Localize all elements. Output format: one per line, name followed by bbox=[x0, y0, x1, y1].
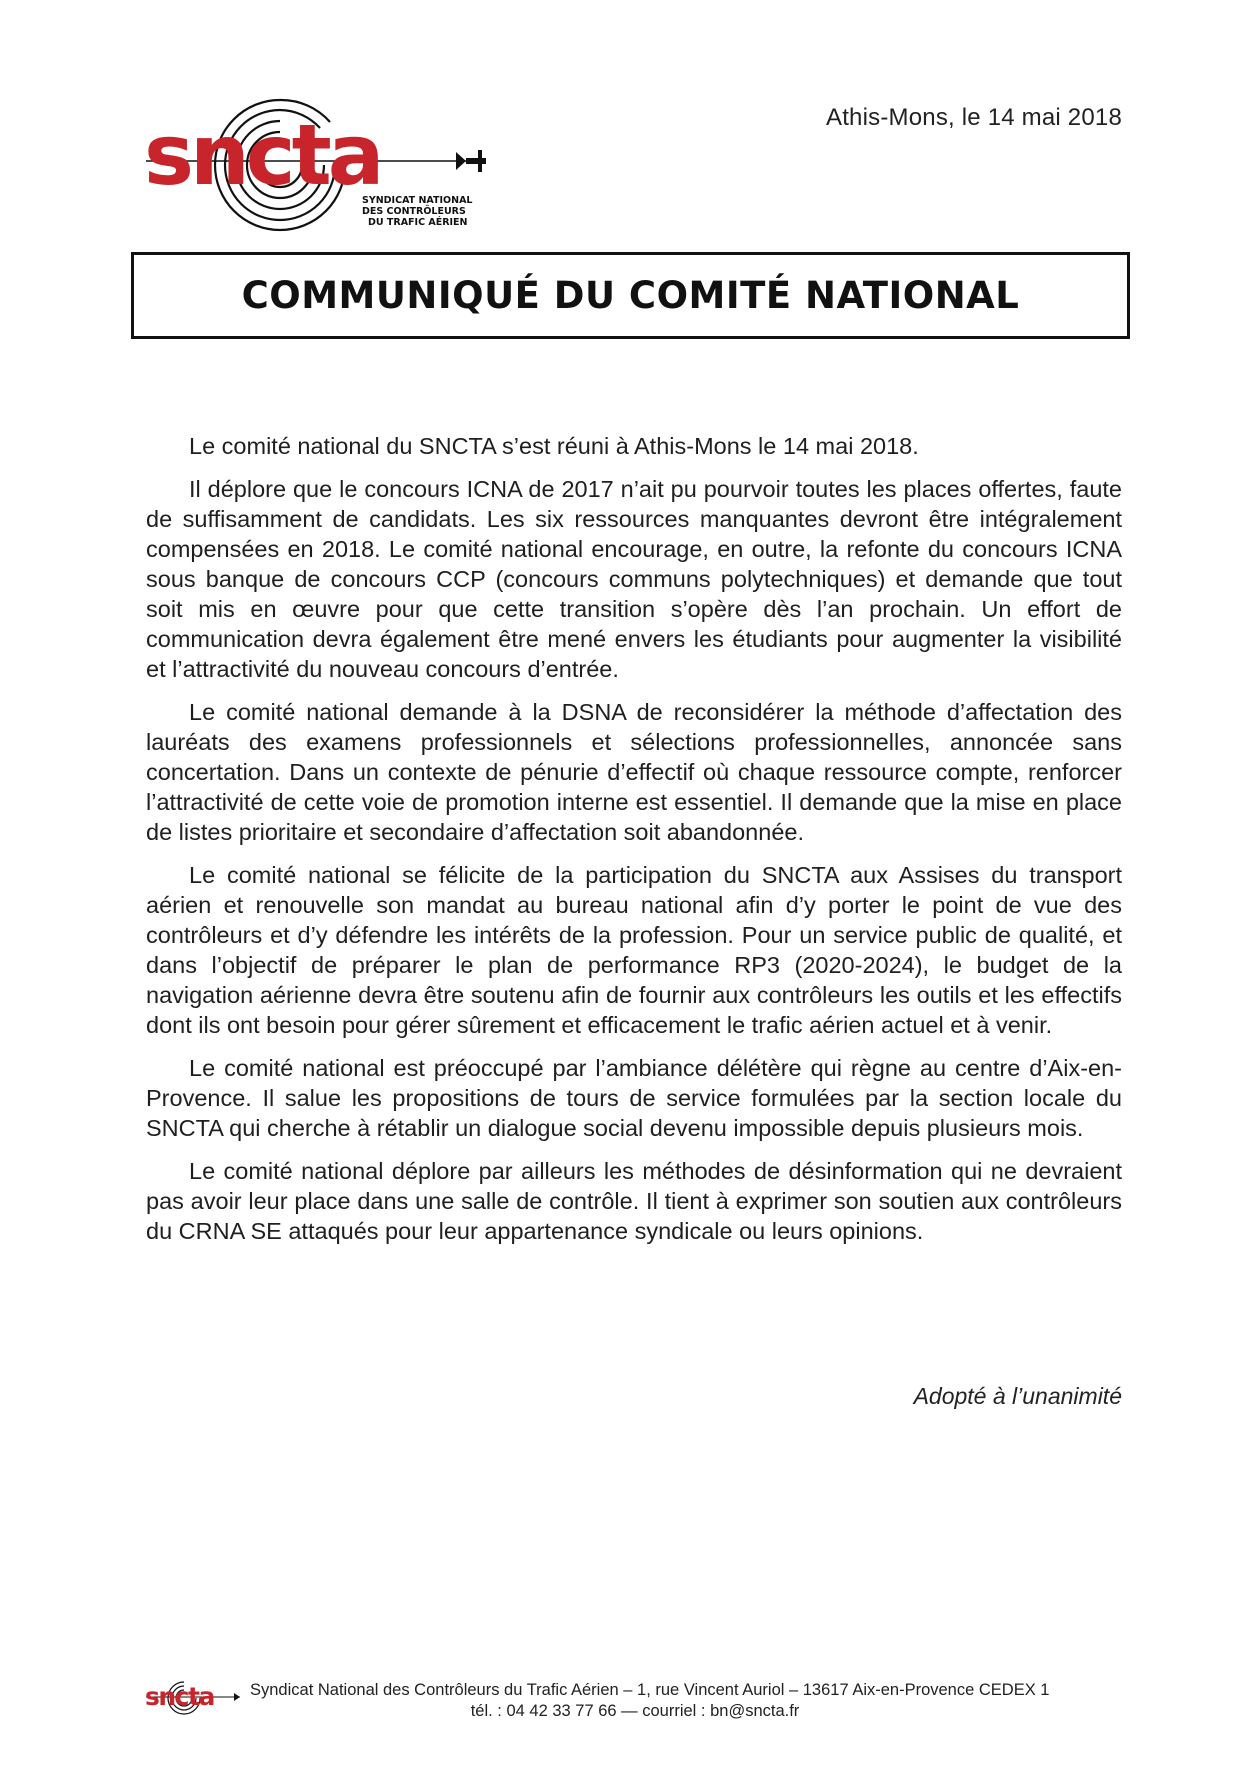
paragraph: Le comité national demande à la DSNA de reconsidérer la méthode d’affectation des lauréats des examens professionnels et sélections professionnelles, annoncée sans concertation. Dans un contexte de pénurie d’effectif où chaque ressource compte, renforcer l’attractivité de cette voie de promotion interne est essentiel. Il demande que la mise en place de listes prioritaire et secondaire d’affectation soit abandonnée. bbox=[146, 699, 1122, 845]
paragraph: Le comité national du SNCTA s’est réuni à Athis-Mons le 14 mai 2018. bbox=[189, 433, 919, 459]
footer-phone-email: tél. : 04 42 33 77 66 — courriel : bn@sncta.fr bbox=[470, 1702, 800, 1720]
page-title: COMMUNIQUÉ DU COMITÉ NATIONAL bbox=[241, 274, 1020, 317]
adoption-note: Adopté à l’unanimité bbox=[913, 1383, 1122, 1409]
svg-text:SYNDICAT NATIONAL: SYNDICAT NATIONAL bbox=[362, 195, 473, 206]
paragraph: Le comité national se félicite de la participation du SNCTA aux Assises du transport aérien et renouvelle son mandat au bureau national afin d’y porter le point de vue des contrôleurs et d’y défendre les intérêts de la profession. Pour un service public de qualité, et dans l’objectif de préparer le plan de performance RP3 (2020-2024), le budget de la navigation aérienne devra être soutenu afin de fournir aux contrôleurs les outils et les effectifs dont ils ont besoin pour gérer sûrement et efficacement le trafic aérien actuel et à venir. bbox=[146, 862, 1122, 1038]
paragraph: Il déplore que le concours ICNA de 2017 n’ait pu pourvoir toutes les places offertes, faute de suffisamment de candidats. Les six ressources manquantes devront être intégralement compensées en 2018. Le comité national encourage, en outre, la refonte du concours ICNA sous banque de concours CCP (concours communs polytechniques) et demande que tout soit mis en œuvre pour que cette transition s’opère dès l’an prochain. Un effort de communication devra également être mené envers les étudiants pour augmenter la visibilité et l’attractivité du nouveau concours d’entrée. bbox=[146, 476, 1122, 682]
svg-text:sncta: sncta bbox=[144, 106, 381, 204]
footer-sncta-logo bbox=[144, 1678, 249, 1718]
communique-body bbox=[146, 431, 1122, 1259]
place-and-date: Athis-Mons, le 14 mai 2018 bbox=[825, 104, 1122, 131]
svg-text:sncta: sncta bbox=[145, 1682, 214, 1711]
sncta-logo bbox=[140, 92, 500, 242]
footer-contact bbox=[250, 1680, 1050, 1722]
footer-address: Syndicat National des Contrôleurs du Trafic Aérien – 1, rue Vincent Auriol – 13617 Aix-en-Provence CEDEX 1 bbox=[250, 1681, 1050, 1699]
paragraph: Le comité national est préoccupé par l’ambiance délétère qui règne au centre d’Aix-en-Provence. Il salue les propositions de tours de service formulées par la section locale du SNCTA qui cherche à rétablir un dialogue social devenu impossible depuis plusieurs mois. bbox=[146, 1055, 1122, 1141]
svg-text:DES CONTRÔLEURS: DES CONTRÔLEURS bbox=[362, 206, 466, 217]
svg-text:DU TRAFIC AÉRIEN: DU TRAFIC AÉRIEN bbox=[368, 217, 468, 228]
paragraph: Le comité national déplore par ailleurs les méthodes de désinformation qui ne devraient pas avoir leur place dans une salle de contrôle. Il tient à exprimer son soutien aux contrôleurs du CRNA SE attaqués pour leur appartenance syndicale ou leurs opinions. bbox=[146, 1158, 1122, 1244]
title-box bbox=[131, 252, 1130, 339]
